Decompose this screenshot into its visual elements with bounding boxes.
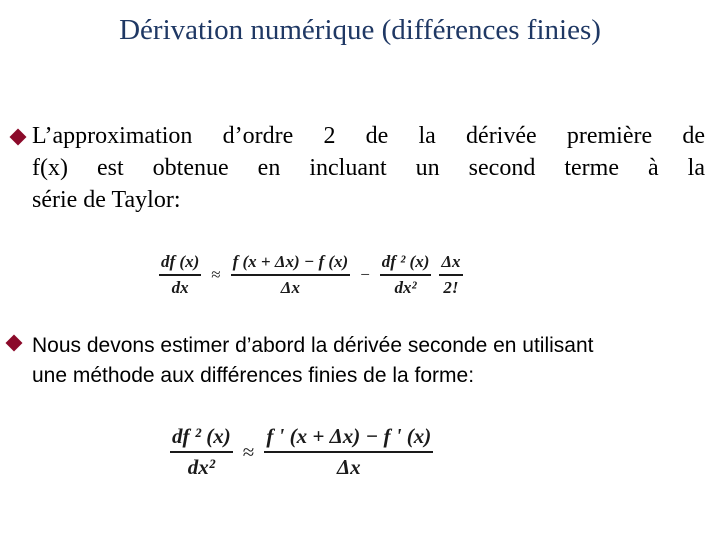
eq1-lhs-numerator: df (x) — [161, 252, 200, 271]
eq1-term1-numerator: f (x + Δx) − f (x) — [232, 252, 349, 271]
eq1-term2-denominator: dx² — [394, 278, 417, 297]
bullet-2-line-2: une méthode aux différences finies de la forme: — [32, 364, 475, 387]
eq1-term3-numerator: Δx — [441, 252, 461, 271]
bullet-1-text — [32, 120, 705, 216]
minus-sign: − — [360, 265, 370, 284]
fraction-bar — [170, 451, 233, 453]
eq2-rhs-fraction — [264, 424, 433, 480]
fraction-bar — [380, 274, 432, 276]
approx-sign: ≈ — [242, 439, 255, 464]
approx-sign: ≈ — [211, 265, 221, 284]
bullet-2-text — [32, 331, 710, 391]
eq2-lhs-denominator: dx² — [187, 455, 216, 479]
diamond-bullet-icon — [10, 129, 27, 146]
eq1-term2-numerator: df ² (x) — [381, 252, 430, 271]
fraction-bar — [439, 274, 462, 276]
eq1-lhs-denominator: dx — [171, 278, 189, 297]
eq1-term3-denominator: 2! — [443, 278, 459, 297]
bullet-2-line-1: Nous devons estimer d’abord la dérivée seconde en utilisant — [32, 334, 594, 357]
eq2-rhs-denominator: Δx — [336, 455, 361, 479]
eq1-term3-fraction — [439, 252, 462, 298]
fraction-bar — [264, 451, 433, 453]
eq1-term1-denominator: Δx — [280, 278, 300, 297]
fraction-bar — [159, 274, 201, 276]
equation-2 — [166, 424, 437, 480]
eq1-term1-fraction — [231, 252, 351, 298]
slide-title: Dérivation numérique (différences finies) — [119, 14, 601, 46]
eq2-rhs-numerator: f ' (x + Δx) − f ' (x) — [266, 424, 432, 448]
bullet-1-line-2: f(x) est obtenue en incluant un second terme à la — [32, 155, 705, 181]
eq1-term2-fraction — [380, 252, 432, 298]
eq2-lhs-numerator: df ² (x) — [172, 424, 231, 448]
equation-1 — [155, 252, 467, 298]
fraction-bar — [231, 274, 351, 276]
bullet-1-line-3: série de Taylor: — [32, 187, 181, 213]
bullet-1-line-1: L’approximation d’ordre 2 de la dérivée première de — [32, 123, 705, 149]
diamond-bullet-icon — [6, 335, 23, 352]
eq1-lhs-fraction — [159, 252, 201, 298]
eq2-lhs-fraction — [170, 424, 233, 480]
